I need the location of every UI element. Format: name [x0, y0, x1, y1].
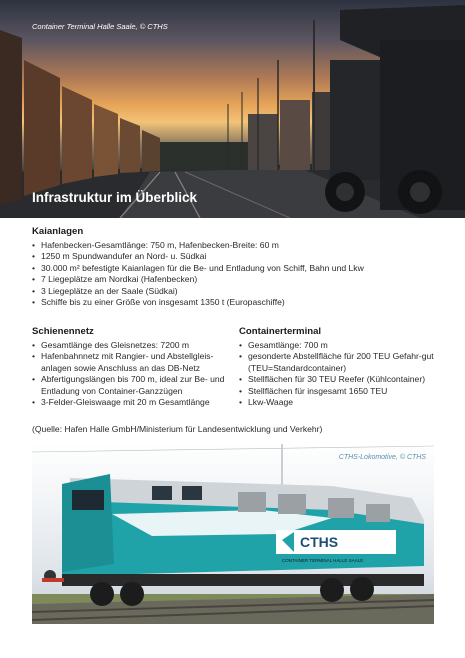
list-item: • Hafenbecken-Gesamtlänge: 750 m, Hafenbecken-Breite: 60 m: [32, 240, 364, 251]
list-item: • gesonderte Abstellfläche für 200 TEU Gefahr-gut (TEU=Standardcontainer): [239, 351, 442, 374]
hero-photo-caption: Container Terminal Halle Saale, © CTHS: [32, 22, 168, 31]
locomotive-illustration: [32, 444, 434, 624]
hero-photo: [0, 0, 465, 218]
list-item: • Schiffe bis zu einer Größe von insgesamt 1350 t (Europaschiffe): [32, 297, 364, 308]
source-note: (Quelle: Hafen Halle GmbH/Ministerium für Landesentwicklung und Verkehr): [32, 424, 323, 434]
section-heading-schienennetz: Schienennetz: [32, 326, 94, 337]
locomotive-photo: [32, 444, 434, 624]
list-item: • Stellflächen für insgesamt 1650 TEU: [239, 386, 442, 397]
section-schienennetz: [32, 326, 230, 408]
loco-photo-caption: CTHS-Lokomotive, © CTHS: [338, 454, 426, 461]
list-item: • 3-Felder-Gleiswaage mit 20 m Gesamtlänge: [32, 397, 230, 408]
loco-logo-text: CTHS: [300, 534, 339, 550]
loco-logo-subtext: CONTAINER TERMINAL HALLE SAALE: [282, 558, 364, 563]
list-item: • 7 Liegeplätze am Nordkai (Hafenbecken): [32, 274, 364, 285]
list-item: • 1250 m Spundwandufer an Nord- u. Südkai: [32, 251, 364, 262]
list-item: • Hafenbahnnetz mit Rangier- und Abstellgleis-anlagen sowie Anschluss an das DB-Netz: [32, 351, 230, 374]
schienennetz-list: [32, 340, 230, 408]
terminal-scene: [0, 0, 465, 218]
section-heading-kaianlagen: Kaianlagen: [32, 226, 84, 237]
containerterminal-list: [239, 340, 442, 408]
page-title: Infrastruktur im Überblick: [32, 190, 198, 205]
section-kaianlagen: [32, 226, 364, 308]
list-item: • 3 Liegeplätze an der Saale (Südkai): [32, 286, 364, 297]
list-item: • Stellflächen für 30 TEU Reefer (Kühlcontainer): [239, 374, 442, 385]
list-item: • Gesamtlänge des Gleisnetzes: 7200 m: [32, 340, 230, 351]
list-item: • 30.000 m² befestigte Kaianlagen für die Be- und Entladung von Schiff, Bahn und Lkw: [32, 263, 364, 274]
kaianlagen-list: [32, 240, 364, 308]
section-containerterminal: [239, 326, 442, 408]
list-item: • Gesamtlänge: 700 m: [239, 340, 442, 351]
list-item: • Abfertigungslängen bis 700 m, ideal zur Be- und Entladung von Container-Ganzzügen: [32, 374, 230, 397]
section-heading-containerterminal: Containerterminal: [239, 326, 322, 337]
list-item: • Lkw-Waage: [239, 397, 442, 408]
